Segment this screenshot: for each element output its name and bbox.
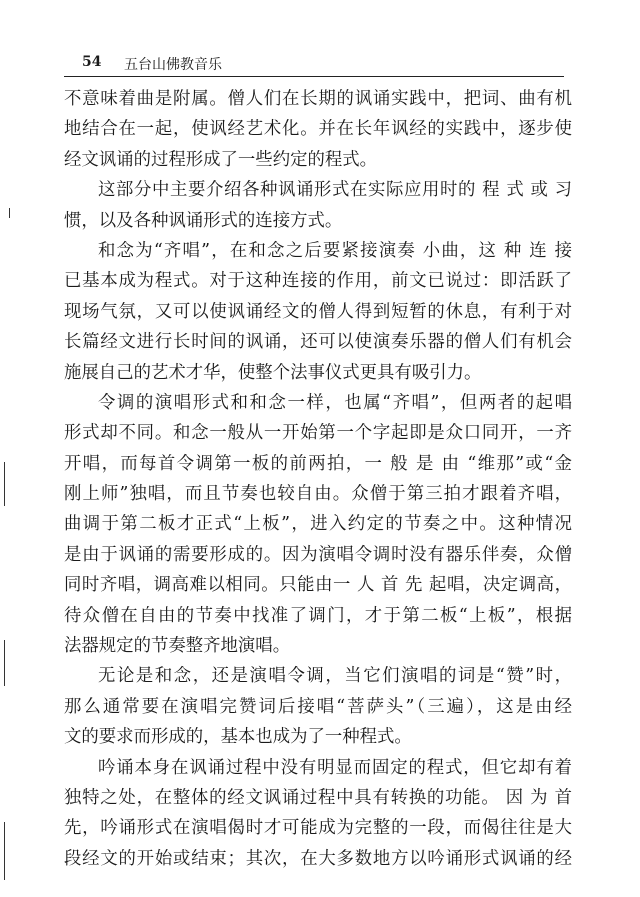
book-title: 五台山佛教音乐 — [124, 57, 222, 73]
text-line: 地结合在一起，使讽经艺术化。并在长年讽经的实践中，逐步使 — [64, 119, 572, 140]
text-line: 是由于讽诵的需要形成的。因为演唱令调时没有器乐伴奏，众僧 — [64, 544, 572, 565]
text-line: 施展自己的艺术才华，使整个法事仪式更具有吸引力。 — [64, 362, 482, 383]
running-header — [64, 52, 564, 77]
scan-mark — [4, 822, 5, 880]
text-line: 形式却不同。和念一般从一开始第一个字起即是众口同开，一齐 — [64, 423, 572, 444]
text-line: 惯，以及各种讽诵形式的连接方式。 — [64, 210, 343, 231]
text-line: 待众僧在自由的节奏中找准了调门，才于第二板“上板”，根据 — [64, 605, 572, 626]
scan-mark — [9, 208, 10, 218]
scan-mark — [4, 462, 5, 506]
text-line: 那么通常要在演唱完赞词后接唱“菩萨头”（三遍），这是由经 — [64, 696, 572, 717]
text-line: 和念为“齐唱”，在和念之后要紧接演奏 小曲，这 种 连 接 — [98, 240, 572, 261]
text-line: 段经文的开始或结束；其次，在大多数地方以吟诵形式讽诵的经 — [64, 848, 572, 869]
text-line: 已基本成为程式。对于这种连接的作用，前文已说过：即活跃了 — [64, 271, 572, 292]
page-number: 54 — [82, 54, 102, 70]
text-line: 先，吟诵形式在演唱偈时才可能成为完整的一段，而偈往往是大 — [64, 818, 572, 839]
text-line: 吟诵本身在讽诵过程中没有明显而固定的程式，但它却有着 — [98, 757, 572, 778]
text-line: 同时齐唱，调高难以相同。只能由一 人 首 先 起唱，决定调高， — [64, 575, 572, 596]
text-line: 令调的演唱形式和和念一样，也属“齐唱”，但两者的起唱 — [98, 392, 572, 413]
text-line: 现场气氛，又可以使讽诵经文的僧人得到短暂的休息，有利于对 — [64, 301, 572, 322]
body-text — [64, 84, 572, 874]
text-line: 开唱，而每首令调第一板的前两拍，一 般 是 由 “维那”或“金 — [64, 453, 572, 474]
scan-mark — [4, 640, 5, 686]
text-line: 不意味着曲是附属。僧人们在长期的讽诵实践中，把词、曲有机 — [64, 89, 572, 109]
text-line: 独特之处，在整体的经文讽诵过程中具有转换的功能。 因 为 首 — [64, 787, 572, 808]
text-line: 文的要求而形成的，基本也成为了一种程式。 — [64, 727, 412, 748]
text-line: 刚上师”独唱，而且节奏也较自由。众僧于第三拍才跟着齐唱， — [64, 484, 572, 505]
text-line: 长篇经文进行长时间的讽诵，还可以使演奏乐器的僧人们有机会 — [64, 332, 572, 353]
text-line: 经文讽诵的过程形成了一些约定的程式。 — [64, 149, 378, 170]
text-line: 这部分中主要介绍各种讽诵形式在实际应用时的 程 式 或 习 — [98, 180, 572, 201]
text-line: 曲调于第二板才正式“上板”，进入约定的节奏之中。这种情况 — [64, 514, 572, 535]
text-line: 无论是和念，还是演唱令调，当它们演唱的词是“赞”时， — [98, 666, 572, 687]
text-line: 法器规定的节奏整齐地演唱。 — [64, 636, 291, 657]
